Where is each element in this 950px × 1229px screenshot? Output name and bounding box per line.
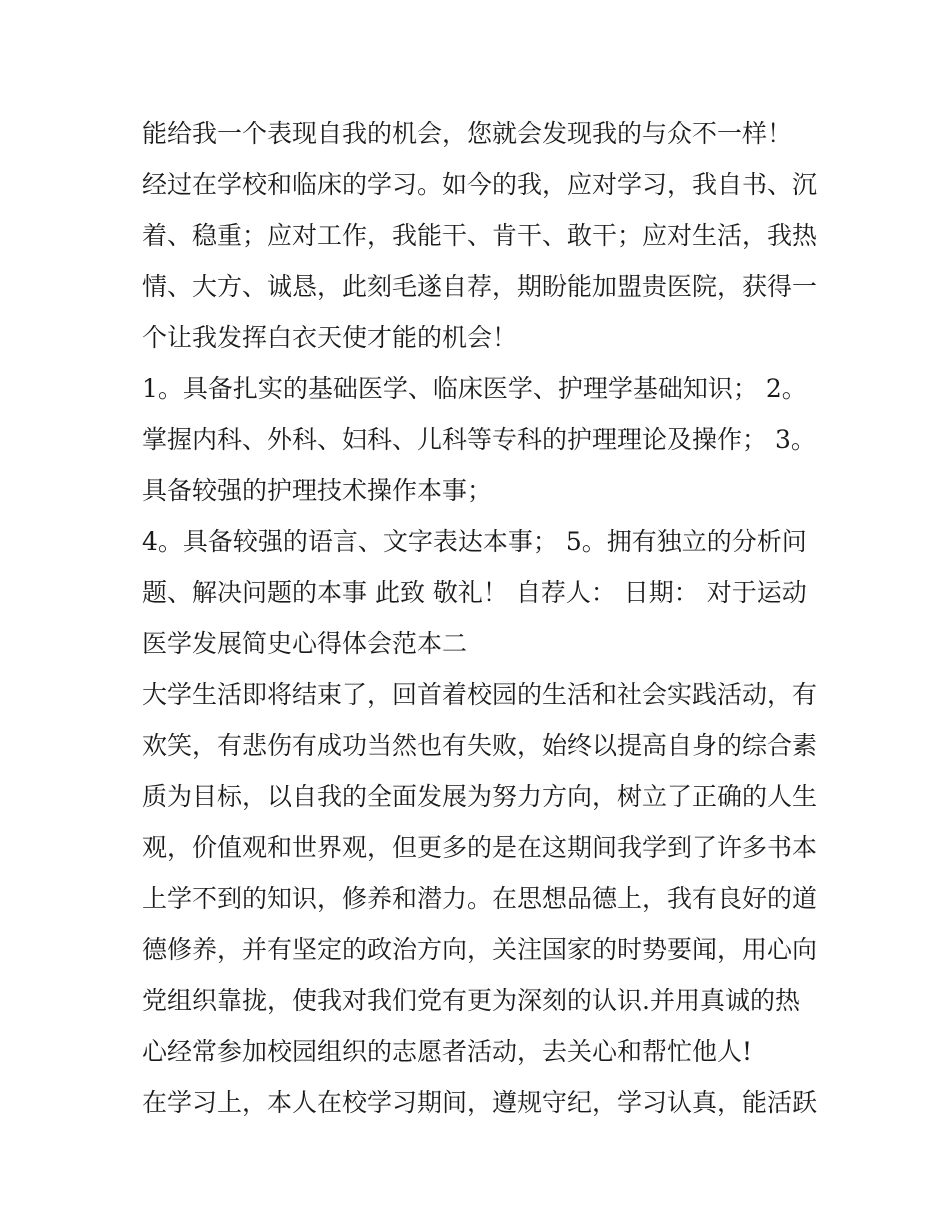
text-line: 上学不到的知识，修养和潜力。在思想品德上，我有良好的道: [142, 884, 818, 913]
section-heading: 医学发展简史心得体会范本二: [142, 629, 468, 658]
text-line: 个让我发挥白衣天使才能的机会！: [142, 323, 518, 352]
document-body: [142, 108, 822, 1128]
text-line: 题、解决问题的本事 此致 敬礼！ 自荐人： 日期： 对于运动: [142, 578, 807, 607]
text-line: 观，价值观和世界观，但更多的是在这期间我学到了许多书本: [142, 833, 818, 862]
text-line: 大学生活即将结束了，回首着校园的生活和社会实践活动，有: [142, 680, 818, 709]
text-line: 情、大方、诚恳，此刻毛遂自荐，期盼能加盟贵医院，获得一: [142, 272, 818, 301]
text-line: 在学习上，本人在校学习期间，遵规守纪，学习认真，能活跃: [142, 1088, 818, 1117]
text-line: 经过在学校和临床的学习。如今的我，应对学习，我自书、沉: [142, 170, 818, 199]
text-line: 欢笑，有悲伤有成功当然也有失败，始终以提高自身的综合素: [142, 731, 818, 760]
text-line: 党组织靠拢，使我对我们党有更为深刻的认识.并用真诚的热: [142, 986, 800, 1015]
text-line: 心经常参加校园组织的志愿者活动，去关心和帮忙他人!: [142, 1037, 753, 1066]
text-line: 质为目标，以自我的全面发展为努力方向，树立了正确的人生: [142, 782, 818, 811]
text-line: 具备较强的护理技术操作本事；: [142, 476, 493, 505]
text-line: 能给我一个表现自我的机会，您就会发现我的与众不一样！: [142, 119, 793, 148]
text-line: 掌握内科、外科、妇科、儿科等专科的护理理论及操作； 3。: [142, 425, 816, 454]
text-line: 4。具备较强的语言、文字表达本事； 5。拥有独立的分析问: [142, 527, 807, 556]
text-line: 着、稳重；应对工作，我能干、肯干、敢干；应对生活，我热: [142, 221, 818, 250]
text-line: 1。具备扎实的基础医学、临床医学、护理学基础知识； 2。: [142, 374, 807, 403]
text-line: 德修养，并有坚定的政治方向，关注国家的时势要闻，用心向: [142, 935, 818, 964]
